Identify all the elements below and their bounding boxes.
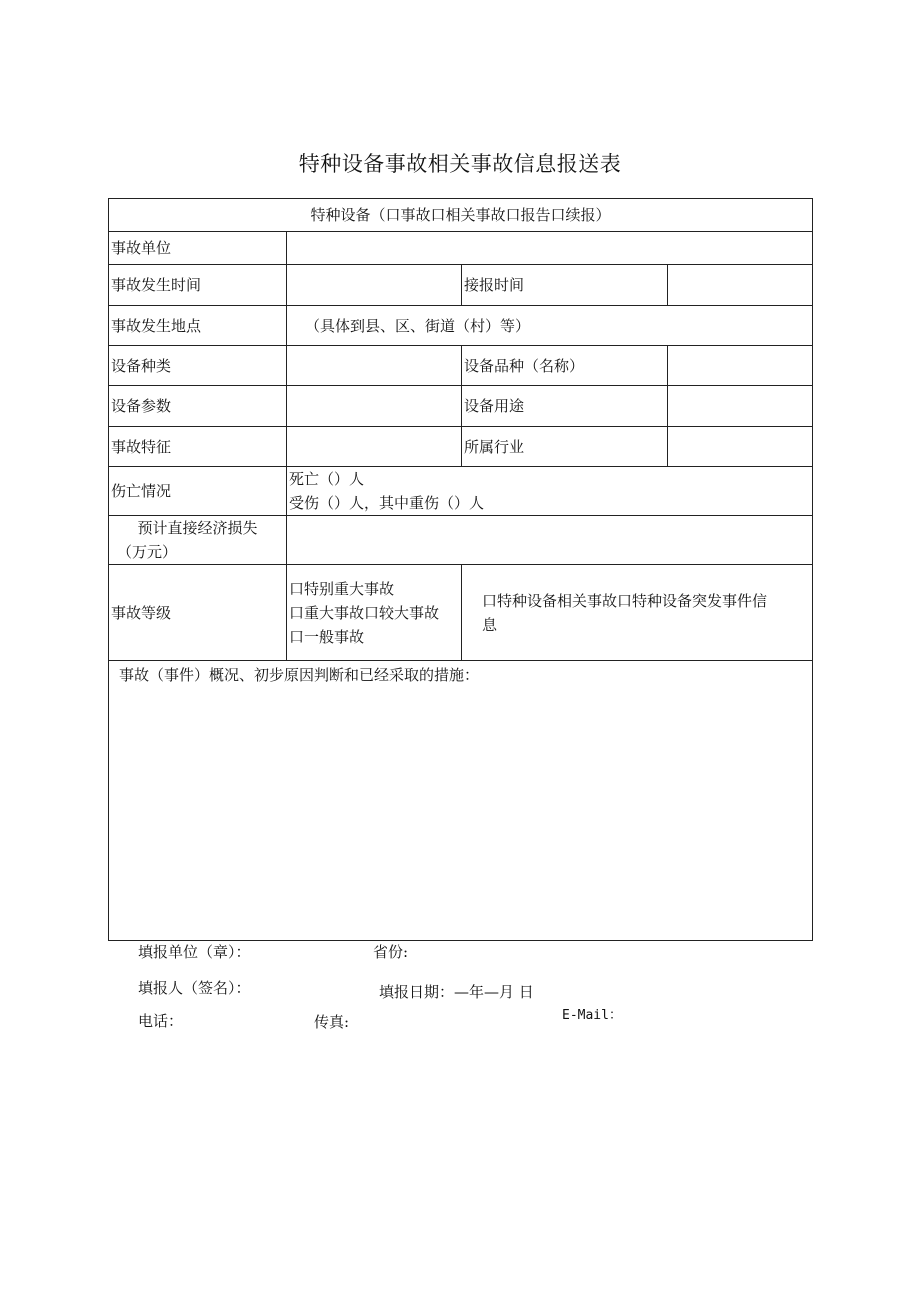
field-industry[interactable] (668, 427, 813, 467)
field-accident-unit[interactable] (287, 232, 813, 265)
level-option-especially-major[interactable]: 口特别重大事故 (289, 579, 395, 598)
form-header: 特种设备（口事故口相关事故口报告口续报） (109, 199, 813, 232)
level-option-general[interactable]: 口一般事故 (289, 627, 365, 646)
label-accident-unit: 事故单位 (109, 232, 287, 265)
level-option-related-emergency[interactable]: 口特种设备相关事故口特种设备突发事件信 (482, 591, 768, 610)
field-casualties[interactable] (287, 467, 813, 516)
label-accident-feature: 事故特征 (109, 427, 287, 467)
footer-date: 填报日期：—年—月 日 (379, 983, 534, 1001)
field-equipment-params[interactable] (287, 386, 462, 427)
field-report-time[interactable] (668, 265, 813, 306)
economic-loss-line2: （万元） (117, 543, 178, 561)
footer-fax: 传真: (314, 1013, 350, 1031)
label-accident-time: 事故发生时间 (109, 265, 287, 306)
field-accident-time[interactable] (287, 265, 462, 306)
label-casualties: 伤亡情况 (109, 467, 287, 516)
field-accident-place[interactable] (287, 306, 813, 346)
label-economic-loss (109, 516, 287, 565)
level-option-major-larger[interactable]: 口重大事故口较大事故 (289, 603, 440, 622)
economic-loss-line1: 预计直接经济损失 (137, 519, 258, 537)
place-hint: （具体到县、区、街道（村）等） (305, 316, 531, 335)
level-options-right (462, 565, 813, 661)
summary-label: 事故（事件）概况、初步原因判断和已经采取的措施： (119, 666, 480, 684)
footer-email: E-Mail： (562, 1008, 622, 1023)
footer-reporter: 填报人（签名）： (138, 979, 251, 997)
label-report-time: 接报时间 (462, 265, 668, 306)
summary-cell[interactable] (109, 661, 813, 941)
footer-province: 省份: (373, 943, 409, 961)
field-equipment-use[interactable] (668, 386, 813, 427)
report-form-table (108, 198, 813, 941)
casualties-injured: 受伤（）人，其中重伤（）人 (289, 494, 485, 512)
field-equipment-type[interactable] (287, 346, 462, 386)
label-accident-level: 事故等级 (109, 565, 287, 661)
casualties-death: 死亡（）人 (289, 470, 365, 488)
label-equipment-use: 设备用途 (462, 386, 668, 427)
footer-unit: 填报单位（章）： (138, 943, 251, 961)
level-option-related-emergency-cont: 息 (482, 615, 498, 634)
level-options-left (287, 565, 462, 661)
footer-phone: 电话： (138, 1012, 184, 1030)
field-economic-loss[interactable] (287, 516, 813, 565)
field-equipment-variety[interactable] (668, 346, 813, 386)
label-equipment-variety: 设备品种（名称） (462, 346, 668, 386)
label-industry: 所属行业 (462, 427, 668, 467)
page-title: 特种设备事故相关事故信息报送表 (298, 152, 622, 176)
field-accident-feature[interactable] (287, 427, 462, 467)
label-accident-place: 事故发生地点 (109, 306, 287, 346)
label-equipment-type: 设备种类 (109, 346, 287, 386)
label-equipment-params: 设备参数 (109, 386, 287, 427)
